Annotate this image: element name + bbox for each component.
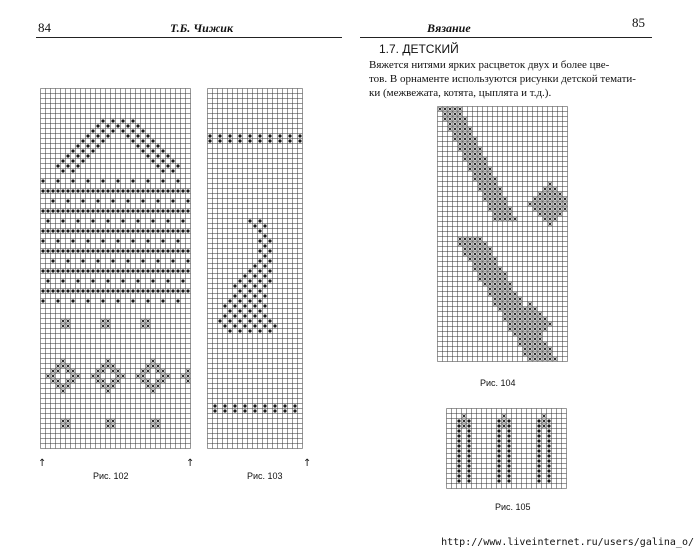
- knitting-chart-104: [437, 106, 569, 366]
- figure-caption-104: Рис. 104: [480, 378, 516, 388]
- section-paragraph: [369, 58, 642, 100]
- watermark-url: http://www.liveinternet.ru/users/galina_o/: [441, 537, 694, 548]
- arrow-up-icon: ↑: [186, 458, 195, 469]
- figure-caption-103: Рис. 103: [247, 471, 283, 481]
- page-number-right: 85: [632, 15, 645, 30]
- paragraph-line: тов. В орнаменте используются рисунки детской темати-: [369, 73, 636, 85]
- knitting-chart-103: [207, 88, 304, 450]
- arrow-up-icon: ↑: [38, 458, 47, 469]
- figure-caption-102: Рис. 102: [93, 471, 129, 481]
- page-number-left: 84: [38, 20, 51, 35]
- header-rule-left: [36, 37, 342, 38]
- running-header-right: Вязание: [427, 21, 471, 35]
- header-rule-right: [360, 37, 652, 38]
- section-title: 1.7. ДЕТСКИЙ: [379, 42, 459, 56]
- arrow-up-icon: ↑: [303, 458, 312, 469]
- running-header-left: Т.Б. Чижик: [170, 21, 234, 35]
- paragraph-line: Вяжется нитями ярких расцветок двух и более цве-: [369, 59, 610, 71]
- knitting-chart-102: [40, 88, 192, 450]
- knitting-chart-105: [446, 408, 570, 492]
- figure-caption-105: Рис. 105: [495, 502, 531, 512]
- paragraph-line: ки (межвежата, котята, цыплята и т.д.).: [369, 87, 552, 99]
